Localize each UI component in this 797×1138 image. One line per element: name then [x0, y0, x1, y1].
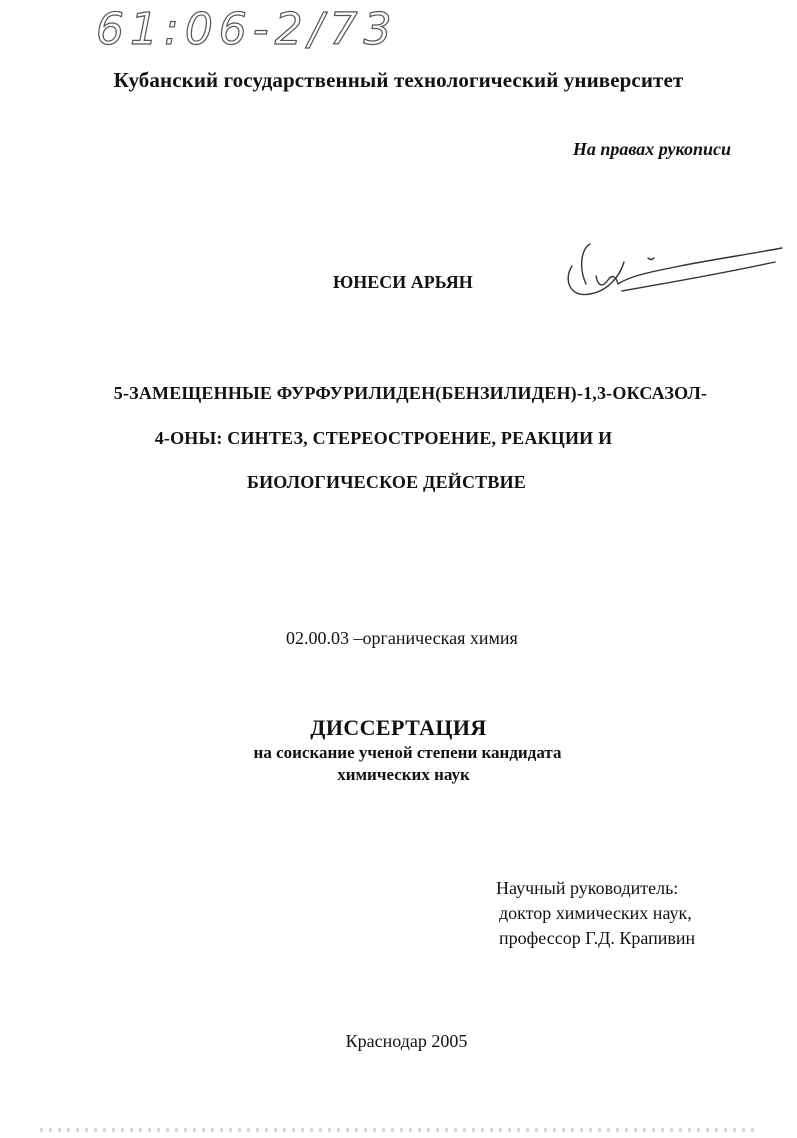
degree-line-2: химических наук: [337, 765, 470, 784]
supervisor-degree: доктор химических наук,: [499, 903, 692, 923]
thesis-title-line-1: 5-ЗАМЕЩЕННЫЕ ФУРФУРИЛИДЕН(БЕНЗИЛИДЕН)-1,3-ОКСАЗОЛ-: [113, 383, 708, 403]
catalog-number-text: 61:06-2/73: [96, 4, 398, 55]
author-name: ЮНЕСИ АРЬЯН: [333, 272, 473, 292]
signature-scribble: [560, 236, 785, 306]
supervisor-block: [496, 876, 695, 951]
thesis-title-line-2: 4-ОНЫ: СИНТЕЗ, СТЕРЕОСТРОЕНИЕ, РЕАКЦИИ И: [154, 428, 613, 448]
university-name: Кубанский государственный технологический университет: [113, 68, 684, 92]
catalog-number-handwriting: [92, 0, 432, 56]
author-signature: [560, 236, 785, 306]
specialty-code: 02.00.03 –органическая химия: [286, 628, 518, 648]
rights-notice: На правах рукописи: [572, 139, 731, 159]
thesis-title-line-3: БИОЛОГИЧЕСКОЕ ДЕЙСТВИЕ: [246, 472, 526, 492]
supervisor-name: профессор Г.Д. Крапивин: [499, 928, 696, 948]
supervisor-label: Научный руководитель:: [496, 878, 679, 898]
catalog-number: [92, 0, 432, 56]
city-year: Краснодар 2005: [345, 1031, 468, 1051]
scan-edge-noise: [40, 1128, 760, 1132]
degree-line-1: на соискание ученой степени кандидата: [253, 743, 562, 762]
document-type: ДИССЕРТАЦИЯ: [310, 715, 487, 740]
